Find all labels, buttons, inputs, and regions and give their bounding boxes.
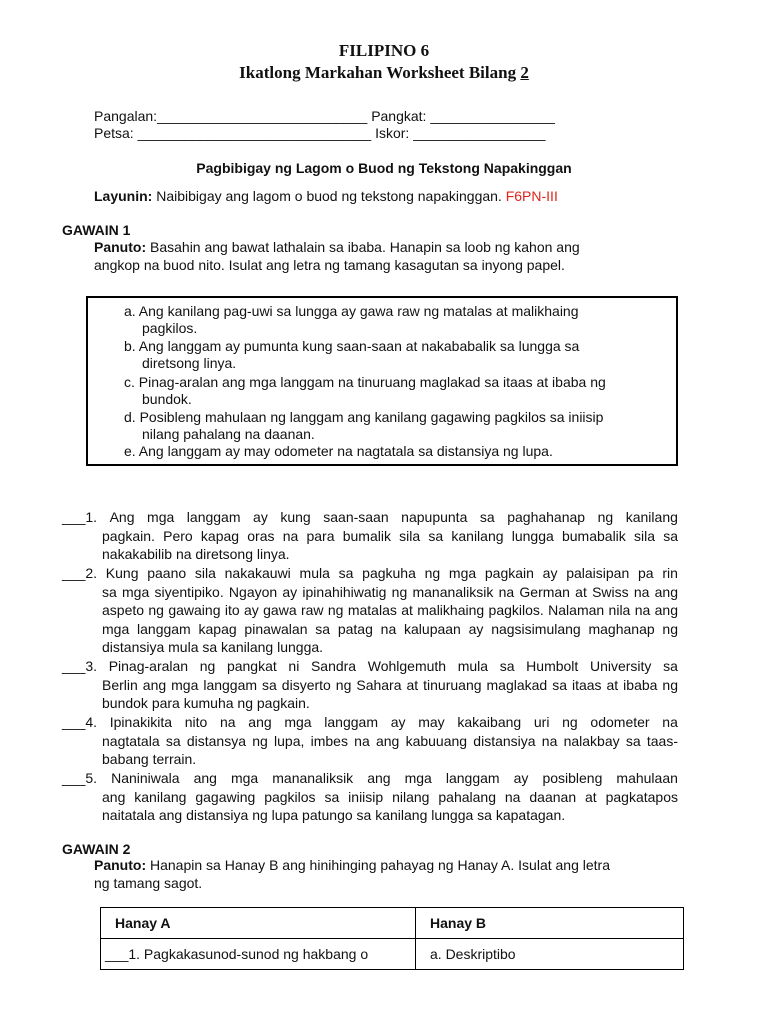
word: pagkuha	[362, 565, 416, 581]
instructions-text: Basahin ang bawat lathalain sa ibaba. Hanapin sa loob ng kahon ang	[146, 239, 580, 255]
table-row	[101, 939, 684, 970]
date-row	[94, 125, 546, 141]
word: ni	[288, 658, 300, 674]
word: ang	[367, 770, 391, 786]
score-blank[interactable]: _________________	[413, 125, 546, 141]
item-first-line	[62, 713, 678, 732]
item-text: sa mga siyentipiko. Ngayon ay ipinahihiwatig ng mananaliksik na German at Swiss na ang aspeto ng gawaing ito ay gawa raw ng matalas at malikhaing pagkilos. Nalaman nila na ang mga langgam kapag pinawalan sa patag na kalupaan ay nagsisimulang maghanap ng distansiya mula sa kanilang lungga.	[102, 583, 678, 655]
word: University	[589, 658, 652, 674]
word: sa	[479, 509, 495, 525]
word: kakaibang	[457, 714, 522, 730]
word: mga	[147, 509, 175, 525]
instructions-label: Panuto:	[94, 857, 147, 873]
date-label: Petsa:	[94, 125, 134, 141]
choice-item: c. Pinag-aralan ang mga langgam na tinuruang maglakad sa itaas at ibaba ng bundok.	[124, 374, 606, 407]
word: ___2.	[62, 565, 98, 581]
table-header-row	[101, 908, 684, 939]
list-item	[62, 564, 678, 657]
worksheet-subtitle	[0, 63, 768, 83]
list-item	[62, 508, 678, 564]
word: Naniniwala	[111, 770, 180, 786]
word: ang	[248, 714, 272, 730]
gawain1-instructions	[94, 239, 580, 255]
word: mga	[230, 770, 259, 786]
word: ng	[424, 565, 441, 581]
word: mga	[404, 770, 432, 786]
column-b-header: Hanay B	[416, 908, 684, 939]
word: sa	[499, 658, 515, 674]
word: napupunta	[401, 509, 468, 525]
word: ay	[253, 509, 268, 525]
word: Ang	[109, 509, 135, 525]
word: Kung	[105, 565, 139, 581]
word: sa	[663, 658, 678, 674]
objective-label: Layunin:	[94, 188, 153, 204]
section-blank[interactable]: ________________	[430, 108, 555, 124]
word: na	[662, 714, 678, 730]
word: mula	[299, 565, 330, 581]
worksheet-number: 2	[520, 63, 529, 82]
item-first-line	[62, 564, 678, 583]
subtitle-text: Ikatlong Markahan Worksheet Bilang	[239, 63, 521, 82]
date-blank[interactable]: ______________________________	[137, 125, 372, 141]
word: mga	[284, 714, 312, 730]
list-item	[62, 713, 678, 769]
name-blank[interactable]: ___________________________	[157, 108, 368, 124]
word: Pinag-aralan	[108, 658, 189, 674]
item-text: pagkain. Pero kapag oras na para bumalik sila sa kanilang lungga bumabalik sila sa nakakabilib na diretsong linya.	[102, 527, 678, 562]
instructions-text: Hanapin sa Hanay B ang hinihinging pahayag ng Hanay A. Isulat ang letra	[146, 857, 610, 873]
word: paano	[147, 565, 187, 581]
word: uri	[533, 714, 550, 730]
word: odometer	[590, 714, 650, 730]
item-text: Berlin ang mga langgam sa disyerto ng Sahara at tinuruang maglakad sa itaas at ibaba ng bundok para kumuha ng pagkain.	[102, 676, 678, 711]
word: ay	[390, 714, 406, 730]
word: ___3.	[62, 658, 98, 674]
item-text: ang kanilang gagawing pagkilos sa iniisip nilang pahalang na daanan at pagkatapos naitatala ang distansiya ng lupa patungo sa kanilang lungga sa kapatagan.	[102, 788, 678, 823]
instructions-label: Panuto:	[94, 239, 147, 255]
word: Ipinakikita	[109, 714, 173, 730]
gawain2-instructions	[94, 857, 610, 873]
list-item	[62, 657, 678, 713]
word: ng	[597, 509, 614, 525]
word: nito	[184, 714, 208, 730]
gawain1-heading: GAWAIN 1	[62, 222, 131, 238]
score-label: Iskor:	[375, 125, 410, 141]
word: nakakauwi	[224, 565, 291, 581]
objective-text: Naibibigay ang lagom o buod ng tekstong napakinggan.	[152, 188, 506, 204]
word: ay	[513, 770, 529, 786]
column-a-header: Hanay A	[101, 908, 416, 939]
word: may	[418, 714, 445, 730]
item-text: nagtatala sa distansya ng lupa, imbes na ang kabuuang distansiya na nalakbay sa taas-babang terrain.	[102, 732, 678, 767]
word: ___1.	[62, 509, 98, 525]
word: Wohlgemuth	[367, 658, 447, 674]
word: ay	[542, 565, 558, 581]
word: pangkat	[226, 658, 277, 674]
word: mananaliksik	[272, 770, 354, 786]
word: langgam	[445, 770, 500, 786]
section-label: Pangkat:	[371, 108, 427, 124]
choice-item: e. Ang langgam ay may odometer na nagtatala sa distansiya ng lupa.	[124, 443, 553, 459]
word: ng	[562, 714, 578, 730]
gawain2-heading: GAWAIN 2	[62, 841, 131, 857]
word: kanilang	[625, 509, 678, 525]
choice-item: d. Posibleng mahulaan ng langgam ang kanilang gagawing pagkilos sa iniisip nilang pahalang na daanan.	[124, 409, 604, 442]
word: pa	[638, 565, 654, 581]
word: palaisipan	[566, 565, 630, 581]
word: Humbolt	[526, 658, 579, 674]
word: ___4.	[62, 714, 98, 730]
item-first-line	[62, 657, 678, 676]
word: sa	[338, 565, 354, 581]
answer-choices-box	[86, 296, 678, 466]
word: mahulaan	[616, 770, 678, 786]
lesson-title: Pagbibigay ng Lagom o Buod ng Tekstong Napakinggan	[196, 160, 572, 176]
worksheet-title: FILIPINO 6	[338, 41, 430, 60]
column-a-cell: ___1. Pagkakasunod-sunod ng hakbang o	[101, 939, 416, 970]
word: rin	[662, 565, 678, 581]
name-label: Pangalan:	[94, 108, 158, 124]
column-b-cell: a. Deskriptibo	[416, 939, 684, 970]
objective-row	[94, 188, 558, 204]
word: ang	[193, 770, 217, 786]
word: paghahanap	[507, 509, 586, 525]
gawain1-instructions-cont: angkop na buod nito. Isulat ang letra ng tamang kasagutan sa inyong papel.	[94, 257, 565, 273]
word: sila	[194, 565, 216, 581]
word: na	[220, 714, 236, 730]
word: kung	[280, 509, 311, 525]
objective-code: F6PN-III	[505, 188, 558, 204]
word: ng	[199, 658, 216, 674]
list-item	[62, 769, 678, 825]
item-first-line	[62, 769, 678, 788]
matching-table	[100, 907, 684, 970]
word: pagkain	[484, 565, 534, 581]
word: Sandra	[310, 658, 357, 674]
word: mga	[448, 565, 477, 581]
item-first-line	[62, 508, 678, 527]
word: posibleng	[542, 770, 603, 786]
choice-item: b. Ang langgam ay pumunta kung saan-saan at nakababalik sa lungga sa diretsong linya.	[124, 338, 580, 371]
gawain2-instructions-cont: ng tamang sagot.	[94, 875, 203, 891]
word: mula	[457, 658, 489, 674]
word: langgam	[324, 714, 378, 730]
choice-item: a. Ang kanilang pag-uwi sa lungga ay gawa raw ng matalas at malikhaing pagkilos.	[124, 303, 579, 336]
name-row	[94, 108, 555, 124]
word: langgam	[186, 509, 241, 525]
word: ___5.	[62, 770, 98, 786]
word: saan-saan	[323, 509, 389, 525]
